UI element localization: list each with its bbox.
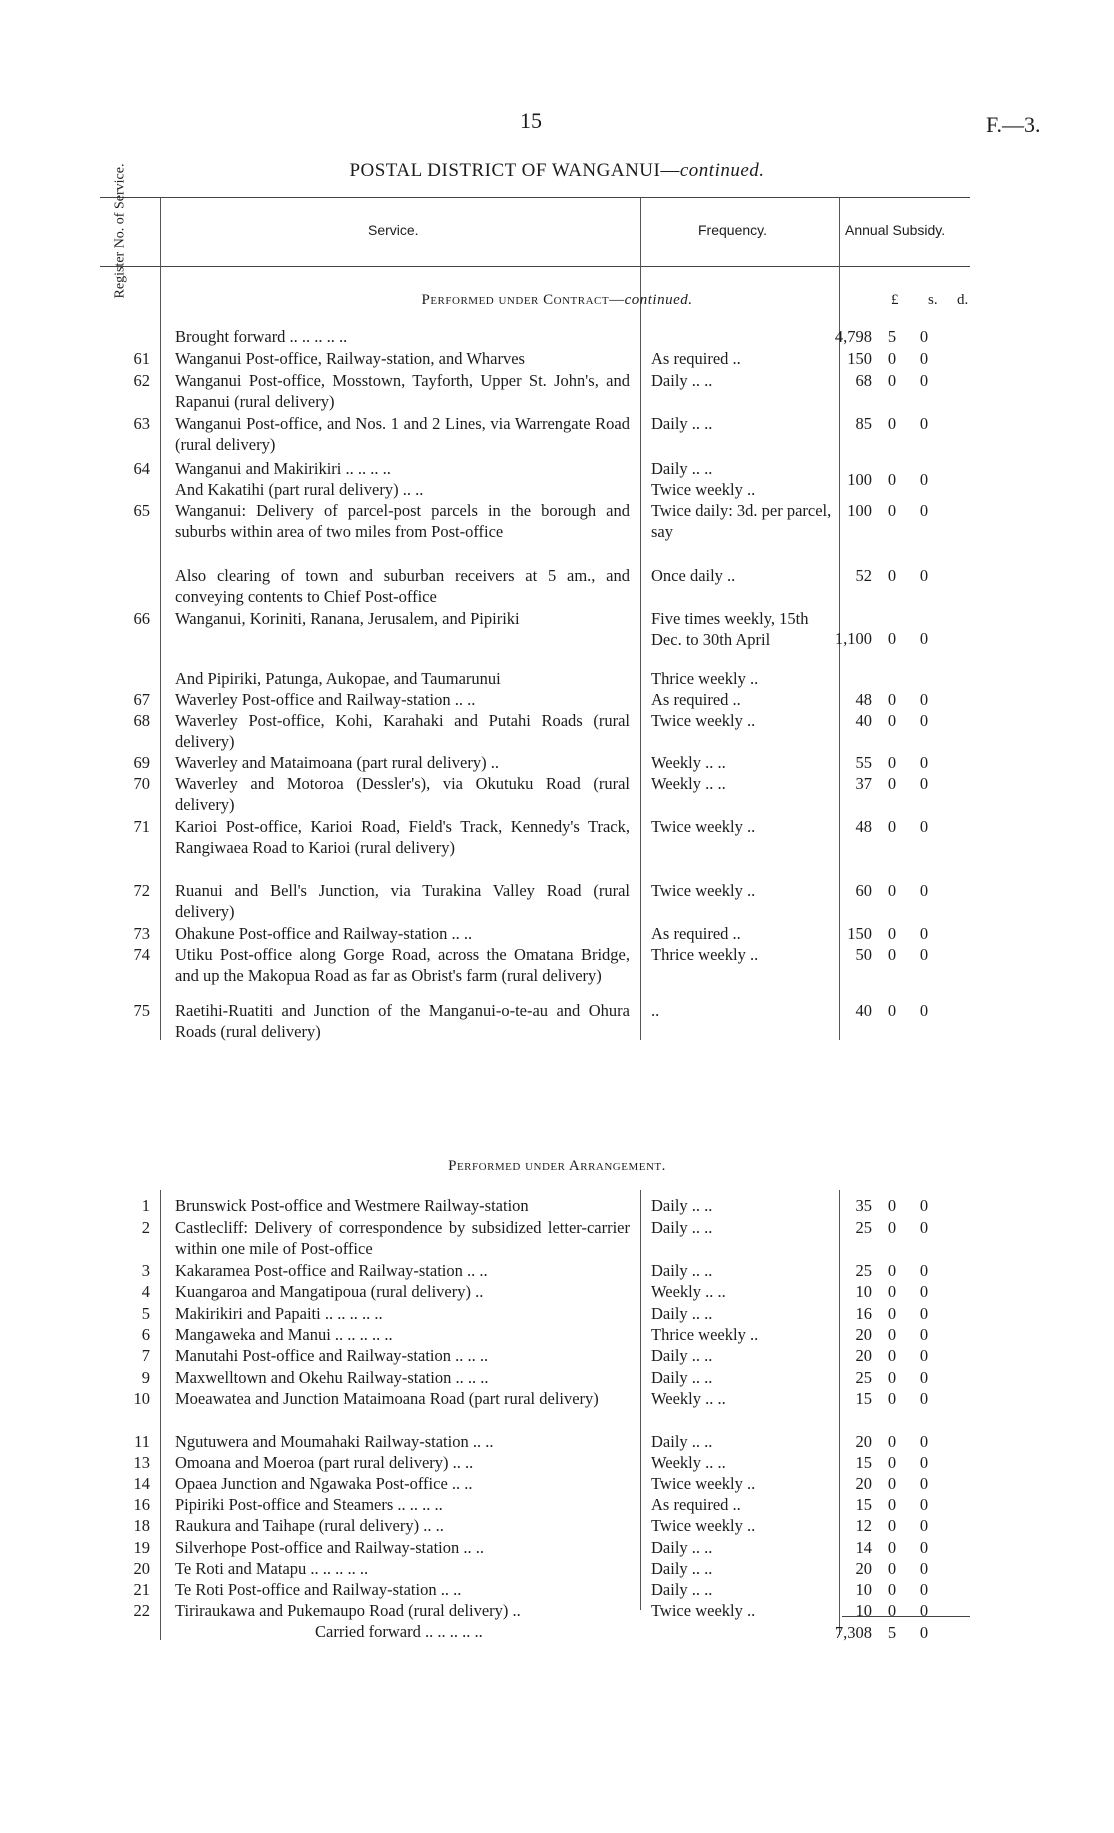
carried-forward-label: Carried forward .. .. .. .. .. (315, 1622, 483, 1641)
column-divider-register (160, 198, 161, 1040)
subsidy-pounds: 4,798 (834, 327, 872, 346)
subsidy-pence: 0 (919, 1368, 929, 1387)
subsidy-pence: 0 (919, 945, 929, 964)
service-description: Ngutuwera and Moumahaki Railway-station .. .. (175, 1432, 494, 1451)
subsidy-pence: 0 (919, 1261, 929, 1280)
subsidy-pence: 0 (919, 1559, 929, 1578)
service-frequency: Daily .. .. (651, 1432, 713, 1451)
subsidy-pence: 0 (919, 629, 929, 648)
service-description: Waverley Post-office and Railway-station .. .. (175, 690, 476, 709)
service-description: Tiriraukawa and Pukemaupo Road (rural delivery) .. (175, 1601, 521, 1620)
service-description: Kuangaroa and Mangatipoua (rural delivery) .. (175, 1282, 484, 1301)
service-frequency: Thrice weekly .. (651, 945, 759, 964)
register-number: 22 (133, 1601, 150, 1620)
subsidy-pounds: 25 (855, 1218, 872, 1237)
subsidy-pounds: 20 (855, 1346, 872, 1365)
subsidy-pence: 0 (919, 371, 929, 390)
subsidy-shillings: 0 (887, 1325, 897, 1344)
column-divider-service-2 (640, 1190, 641, 1610)
service-description: And Kakatihi (part rural delivery) .. .. (175, 480, 424, 499)
subsidy-shillings: 0 (887, 1304, 897, 1323)
subsidy-shillings: 0 (887, 1559, 897, 1578)
subsidy-shillings: 0 (887, 711, 897, 730)
service-description: Karioi Post-office, Karioi Road, Field's Track, Kennedy's Track, Rangiwaea Road to Karioi (rural delivery) (175, 817, 630, 857)
register-number: 72 (133, 881, 150, 900)
subsidy-pounds: 40 (855, 1001, 872, 1020)
subsidy-pence: 0 (919, 1304, 929, 1323)
register-number: 3 (141, 1261, 150, 1280)
document-reference: F.—3. (986, 112, 1041, 137)
title-suffix: continued. (679, 160, 765, 181)
service-frequency: Daily .. .. (651, 1368, 713, 1387)
service-description: Moeawatea and Junction Mataimoana Road (part rural delivery) (175, 1389, 599, 1408)
total-shillings: 5 (887, 1623, 897, 1642)
register-number: 68 (133, 711, 150, 730)
service-frequency: Twice daily: 3d. per parcel, say (651, 501, 832, 541)
register-number: 61 (133, 349, 150, 368)
register-number: 71 (133, 817, 150, 836)
column-divider-register-2 (160, 1190, 161, 1640)
subsidy-shillings: 0 (887, 1346, 897, 1365)
subsidy-pounds: 35 (855, 1196, 872, 1215)
service-frequency: Daily .. .. (651, 414, 713, 433)
register-number: 10 (133, 1389, 150, 1408)
service-description: Omoana and Moeroa (part rural delivery) .. .. (175, 1453, 474, 1472)
service-description: Wanganui Post-office, Mosstown, Tayforth, Upper St. John's, and Rapanui (rural delivery) (175, 371, 630, 411)
subsidy-pounds: 85 (855, 414, 872, 433)
service-description: Brunswick Post-office and Westmere Railway-station (175, 1196, 529, 1215)
subsidy-pounds: 20 (855, 1325, 872, 1344)
service-frequency: Daily .. .. (651, 1218, 713, 1237)
subsidy-shillings: 0 (887, 501, 897, 520)
subsidy-shillings: 0 (887, 945, 897, 964)
register-number: 13 (133, 1453, 150, 1472)
register-number: 70 (133, 774, 150, 793)
subsidy-shillings: 0 (887, 1261, 897, 1280)
service-description: Also clearing of town and suburban receivers at 5 am., and conveying contents to Chief Post-office (175, 566, 630, 606)
subsidy-pence: 0 (919, 1218, 929, 1237)
subsidy-shillings: 0 (887, 1218, 897, 1237)
register-number: 21 (133, 1580, 150, 1599)
register-number: 6 (141, 1325, 150, 1344)
register-number: 75 (133, 1001, 150, 1020)
subsidy-shillings: 5 (887, 327, 897, 346)
subsidy-pounds: 52 (855, 566, 872, 585)
register-number: 18 (133, 1516, 150, 1535)
subsidy-shillings: 0 (887, 1389, 897, 1408)
subsidy-shillings: 0 (887, 1282, 897, 1301)
register-number: 69 (133, 753, 150, 772)
service-column-header: Service. (368, 222, 419, 238)
register-number: 1 (141, 1196, 150, 1215)
frequency-column-header: Frequency. (698, 222, 767, 238)
service-description: Raetihi-Ruatiti and Junction of the Manganui-o-te-au and Ohura Roads (rural delivery) (175, 1001, 630, 1041)
subsidy-pounds: 100 (847, 470, 872, 489)
subsidy-pounds: 15 (855, 1495, 872, 1514)
subsidy-shillings: 0 (887, 881, 897, 900)
subsidy-pounds: 15 (855, 1389, 872, 1408)
service-frequency: Daily .. .. (651, 1261, 713, 1280)
service-description: Raukura and Taihape (rural delivery) .. .. (175, 1516, 444, 1535)
register-number: 66 (133, 609, 150, 628)
subsidy-pence: 0 (919, 817, 929, 836)
service-frequency: Thrice weekly .. (651, 1325, 759, 1344)
service-description: Waverley and Motoroa (Dessler's), via Okutuku Road (rural delivery) (175, 774, 630, 814)
service-frequency: Once daily .. (651, 566, 736, 585)
subsidy-shillings: 0 (887, 817, 897, 836)
service-frequency: Twice weekly .. (651, 711, 756, 730)
service-description: Wanganui Post-office, and Nos. 1 and 2 Lines, via Warrengate Road (rural delivery) (175, 414, 630, 454)
subsidy-pence: 0 (919, 711, 929, 730)
subsidy-pounds: 16 (855, 1304, 872, 1323)
register-number: 14 (133, 1474, 150, 1493)
subsidy-pence: 0 (919, 1580, 929, 1599)
service-frequency: Daily .. .. (651, 1538, 713, 1557)
subsidy-shillings: 0 (887, 1516, 897, 1535)
service-frequency: Five times weekly, 15th Dec. to 30th April (651, 609, 809, 649)
pounds-header: £ (891, 292, 899, 308)
section-title-contract: Performed under Contract—continued. (421, 292, 693, 308)
subsidy-pence: 0 (919, 349, 929, 368)
subsidy-pence: 0 (919, 327, 929, 346)
subsidy-pence: 0 (919, 1495, 929, 1514)
subsidy-pounds: 150 (847, 349, 872, 368)
subsidy-pounds: 48 (855, 817, 872, 836)
service-description: Makirikiri and Papaiti .. .. .. .. .. (175, 1304, 383, 1323)
subsidy-pence: 0 (919, 881, 929, 900)
subsidy-pounds: 20 (855, 1559, 872, 1578)
service-description: Maxwelltown and Okehu Railway-station .. .. .. (175, 1368, 489, 1387)
subsidy-pounds: 40 (855, 711, 872, 730)
subsidy-pounds: 48 (855, 690, 872, 709)
page-title (0, 160, 1114, 182)
register-number: 63 (133, 414, 150, 433)
service-frequency: As required .. (651, 349, 741, 368)
subsidy-pence: 0 (919, 1516, 929, 1535)
subsidy-pounds: 37 (855, 774, 872, 793)
pence-header: d. (957, 292, 969, 308)
subsidy-shillings: 0 (887, 1601, 897, 1620)
subsidy-pence: 0 (919, 566, 929, 585)
service-frequency: As required .. (651, 924, 741, 943)
subsidy-pence: 0 (919, 924, 929, 943)
column-divider-frequency-2 (839, 1190, 840, 1635)
subsidy-shillings: 0 (887, 414, 897, 433)
service-description: Ohakune Post-office and Railway-station .. .. (175, 924, 473, 943)
service-frequency: Daily .. .. (651, 459, 713, 478)
subsidy-pence: 0 (919, 690, 929, 709)
service-description: Wanganui and Makirikiri .. .. .. .. (175, 459, 391, 478)
register-number: 74 (133, 945, 150, 964)
section-title-arrangement: Performed under Arrangement. (448, 1158, 666, 1174)
subsidy-column-header: Annual Subsidy. (845, 222, 946, 238)
subsidy-pounds: 60 (855, 881, 872, 900)
service-frequency: Daily .. .. (651, 1346, 713, 1365)
service-frequency: Weekly .. .. (651, 753, 726, 772)
service-frequency: Weekly .. .. (651, 1282, 726, 1301)
register-number: 7 (141, 1346, 150, 1365)
subsidy-shillings: 0 (887, 1474, 897, 1493)
subsidy-pence: 0 (919, 414, 929, 433)
subsidy-shillings: 0 (887, 1368, 897, 1387)
subsidy-pence: 0 (919, 1196, 929, 1215)
register-number: 11 (134, 1432, 150, 1451)
subsidy-shillings: 0 (887, 1196, 897, 1215)
subsidy-pounds: 10 (855, 1580, 872, 1599)
service-description: Te Roti and Matapu .. .. .. .. .. (175, 1559, 369, 1578)
subsidy-pounds: 1,100 (834, 629, 872, 648)
service-frequency: Twice weekly .. (651, 817, 756, 836)
subsidy-shillings: 0 (887, 1495, 897, 1514)
service-frequency: Daily .. .. (651, 1559, 713, 1578)
service-description: Wanganui, Koriniti, Ranana, Jerusalem, and Pipiriki (175, 609, 520, 628)
subsidy-shillings: 0 (887, 753, 897, 772)
service-description: Silverhope Post-office and Railway-station .. .. (175, 1538, 485, 1557)
service-description: Kakaramea Post-office and Railway-station .. .. (175, 1261, 488, 1280)
subsidy-shillings: 0 (887, 371, 897, 390)
subsidy-pence: 0 (919, 1432, 929, 1451)
service-frequency: Daily .. .. (651, 1580, 713, 1599)
service-description: Pipiriki Post-office and Steamers .. .. .. .. (175, 1495, 443, 1514)
subsidy-pounds: 100 (847, 501, 872, 520)
subsidy-pence: 0 (919, 774, 929, 793)
subsidy-pounds: 25 (855, 1261, 872, 1280)
subsidy-pence: 0 (919, 1474, 929, 1493)
subsidy-pence: 0 (919, 1601, 929, 1620)
subsidy-shillings: 0 (887, 1580, 897, 1599)
service-description: Ruanui and Bell's Junction, via Turakina Valley Road (rural delivery) (175, 881, 630, 921)
subsidy-pence: 0 (919, 753, 929, 772)
subsidy-pounds: 55 (855, 753, 872, 772)
subsidy-shillings: 0 (887, 1432, 897, 1451)
service-description: Waverley and Mataimoana (part rural delivery) .. (175, 753, 499, 772)
subsidy-shillings: 0 (887, 1001, 897, 1020)
column-divider-frequency (839, 198, 840, 1040)
subsidy-pence: 0 (919, 1282, 929, 1301)
service-description: Castlecliff: Delivery of correspondence by subsidized letter-carrier within one mile of Post-office (175, 1218, 630, 1258)
total-rule (842, 1616, 970, 1617)
subsidy-pence: 0 (919, 1538, 929, 1557)
service-description: Wanganui Post-office, Railway-station, and Wharves (175, 349, 525, 368)
service-description: Manutahi Post-office and Railway-station .. .. .. (175, 1346, 489, 1365)
service-description: Te Roti Post-office and Railway-station .. .. (175, 1580, 462, 1599)
service-description: Wanganui: Delivery of parcel-post parcels in the borough and suburbs within area of two miles from Post-office (175, 501, 630, 541)
service-description: Utiku Post-office along Gorge Road, across the Omatana Bridge, and up the Makopua Road as far as Obrist's farm (rural delivery) (175, 945, 630, 985)
register-number: 4 (141, 1282, 150, 1301)
service-frequency: Twice weekly .. (651, 881, 756, 900)
service-frequency: As required .. (651, 1495, 741, 1514)
subsidy-pounds: 25 (855, 1368, 872, 1387)
service-frequency: Twice weekly .. (651, 1516, 756, 1535)
service-frequency: Thrice weekly .. (651, 669, 759, 688)
service-frequency: Weekly .. .. (651, 1389, 726, 1408)
subsidy-pence: 0 (919, 1389, 929, 1408)
service-description: And Pipiriki, Patunga, Aukopae, and Taumarunui (175, 669, 501, 688)
subsidy-pounds: 12 (855, 1516, 872, 1535)
register-number: 64 (133, 459, 150, 478)
register-number: 16 (133, 1495, 150, 1514)
register-number: 5 (141, 1304, 150, 1323)
shillings-header: s. (928, 292, 938, 308)
subsidy-pounds: 20 (855, 1432, 872, 1451)
subsidy-shillings: 0 (887, 470, 897, 489)
subsidy-pounds: 150 (847, 924, 872, 943)
register-number: 20 (133, 1559, 150, 1578)
register-number: 19 (133, 1538, 150, 1557)
subsidy-shillings: 0 (887, 1453, 897, 1472)
page-number: 15 (520, 108, 542, 133)
subsidy-pounds: 10 (855, 1601, 872, 1620)
subsidy-pence: 0 (919, 1453, 929, 1472)
subsidy-pounds: 68 (855, 371, 872, 390)
subsidy-shillings: 0 (887, 924, 897, 943)
subsidy-pounds: 10 (855, 1282, 872, 1301)
subsidy-pounds: 15 (855, 1453, 872, 1472)
subsidy-shillings: 0 (887, 349, 897, 368)
register-number: 73 (133, 924, 150, 943)
service-frequency: Weekly .. .. (651, 774, 726, 793)
title-main: POSTAL DISTRICT OF WANGANUI— (349, 160, 680, 181)
subsidy-pence: 0 (919, 1325, 929, 1344)
subsidy-shillings: 0 (887, 629, 897, 648)
subsidy-shillings: 0 (887, 566, 897, 585)
service-frequency: Twice weekly .. (651, 1601, 756, 1620)
register-number: 2 (141, 1218, 150, 1237)
register-column-header: Register No. of Service. (112, 163, 128, 299)
service-frequency: Twice weekly .. (651, 1474, 756, 1493)
subsidy-shillings: 0 (887, 1538, 897, 1557)
service-frequency: As required .. (651, 690, 741, 709)
service-description: Waverley Post-office, Kohi, Karahaki and Putahi Roads (rural delivery) (175, 711, 630, 751)
total-pence: 0 (919, 1623, 929, 1642)
service-description: Brought forward .. .. .. .. .. (175, 327, 348, 346)
subsidy-pounds: 20 (855, 1474, 872, 1493)
subsidy-pounds: 14 (855, 1538, 872, 1557)
subsidy-pence: 0 (919, 1346, 929, 1365)
subsidy-pounds: 50 (855, 945, 872, 964)
subsidy-shillings: 0 (887, 690, 897, 709)
service-frequency: Daily .. .. (651, 371, 713, 390)
column-divider-service (640, 198, 641, 1040)
service-frequency: Daily .. .. (651, 1304, 713, 1323)
register-number: 9 (141, 1368, 150, 1387)
register-number: 65 (133, 501, 150, 520)
service-frequency: Daily .. .. (651, 1196, 713, 1215)
subsidy-pence: 0 (919, 1001, 929, 1020)
subsidy-shillings: 0 (887, 774, 897, 793)
subsidy-pence: 0 (919, 470, 929, 489)
total-pounds: 7,308 (834, 1623, 872, 1642)
service-frequency: Weekly .. .. (651, 1453, 726, 1472)
register-number: 62 (133, 371, 150, 390)
service-frequency: .. (651, 1001, 660, 1020)
service-description: Opaea Junction and Ngawaka Post-office .. .. (175, 1474, 473, 1493)
service-description: Mangaweka and Manui .. .. .. .. .. (175, 1325, 393, 1344)
subsidy-pence: 0 (919, 501, 929, 520)
service-frequency: Twice weekly .. (651, 480, 756, 499)
register-number: 67 (133, 690, 150, 709)
